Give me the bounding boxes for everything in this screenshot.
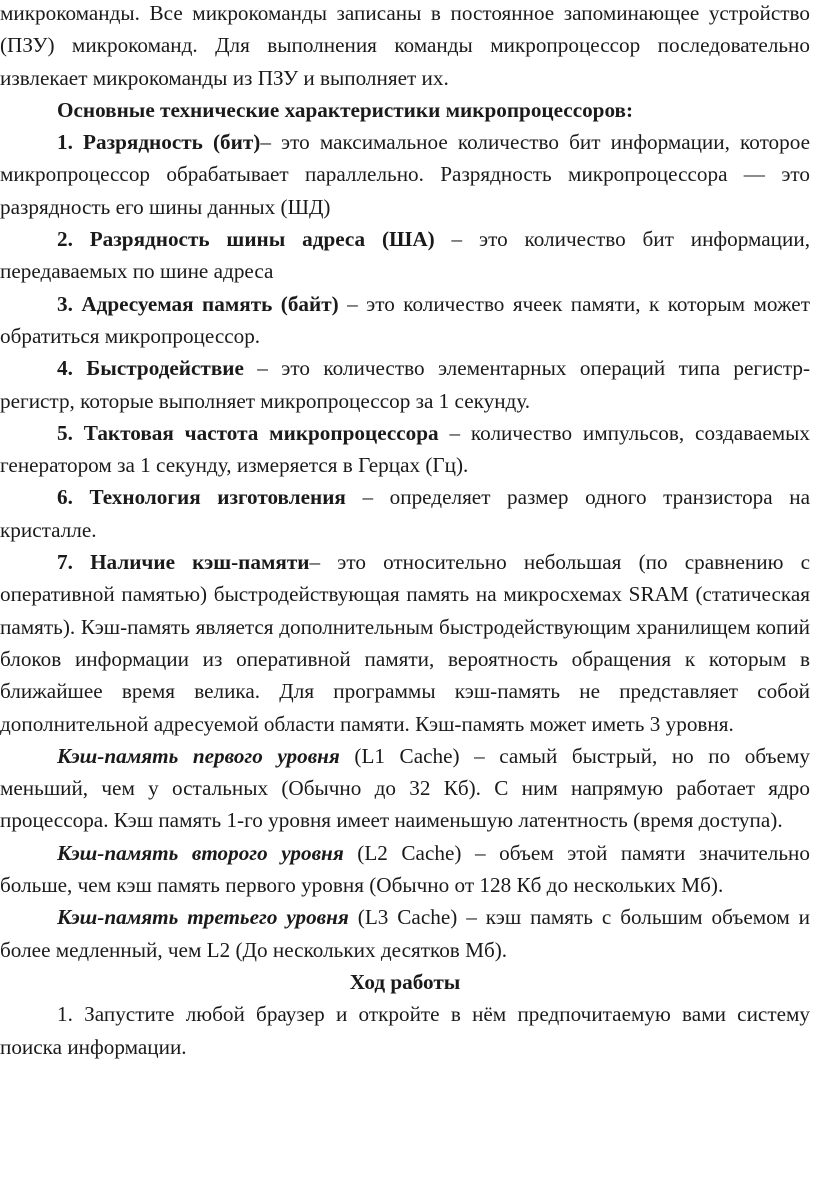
characteristic-term: 6. Технология изготовления (57, 485, 346, 510)
characteristic-term: 5. Тактовая частота микропроцессора (57, 420, 439, 445)
cache-level-term: Кэш-память второго уровня (57, 840, 344, 865)
section-heading (0, 94, 810, 126)
characteristic-description: – это максимальное количество бит информации, которое микропроцессор обрабатывает параллельно. Разрядность микропроцессора — это разрядность его шины данных (ШД) (0, 130, 811, 219)
characteristic-description: – количество импульсов, создаваемых генератором за 1 секунду, измеряется в Герцах (Гц). (0, 420, 810, 478)
characteristic-description: – это относительно небольшая (по сравнению с оперативной памятью) быстродействующая память на микросхемах SRAM (статическая память). Кэш-память является дополнительным быстродействующим хранилищем копий блоков информации из оперативной памяти, вероятность обращения к которым в ближайшее время велика. Для программы кэш-память не представляет собой дополнительной адресуемой области памяти. Кэш-память может иметь 3 уровня. (0, 550, 810, 736)
characteristic-term: 3. Адресуемая память (байт) (57, 291, 339, 316)
cache-level-paragraph (0, 740, 810, 837)
section-heading-text: Основные технические характеристики микропроцессоров: (57, 97, 634, 122)
characteristic-item (0, 223, 810, 288)
characteristic-item (0, 288, 810, 353)
work-step: 1. Запустите любой браузер и откройте в нём предпочитаемую вами систему поиска информации. (0, 1002, 810, 1059)
cache-level-term: Кэш-память третьего уровня (57, 905, 349, 930)
characteristic-item (0, 417, 810, 482)
characteristic-item (0, 546, 810, 740)
characteristic-term: 2. Разрядность шины адреса (ША) (57, 227, 435, 252)
characteristic-description: – определяет размер одного транзистора на кристалле. (0, 485, 810, 542)
cache-level-description: (L3 Cache) – кэш память с большим объемом и более медленный, чем L2 (До нескольких десятков Мб). (0, 905, 811, 962)
characteristic-item (0, 126, 810, 223)
cache-level-description: (L1 Cache) – самый быстрый, но по объему меньший, чем у остальных (Обычно до 32 Кб). С ним напрямую работает ядро процессора. Кэш память 1-го уровня имеет наименьшую латентность (время доступа). (0, 743, 810, 833)
cache-level-paragraph (0, 901, 810, 966)
cache-level-paragraph (0, 837, 810, 902)
cache-level-term: Кэш-память первого уровня (57, 743, 340, 768)
characteristic-term: 4. Быстродействие (57, 356, 244, 381)
cache-level-description: (L2 Cache) – объем этой памяти значительно больше, чем кэш память первого уровня (Обычно от 128 Кб до нескольких Мб). (0, 840, 810, 898)
characteristic-description: – это количество элементарных операций типа регистр-регистр, которые выполняет микропроцессор за 1 секунду. (0, 356, 810, 413)
characteristic-term: 7. Наличие кэш-памяти (57, 550, 310, 575)
work-heading (0, 966, 810, 998)
characteristic-item (0, 481, 810, 546)
characteristic-item (0, 352, 810, 417)
characteristic-description: – это количество бит информации, передаваемых по шине адреса (0, 227, 810, 284)
work-heading-text: Ход работы (349, 969, 461, 994)
intro-paragraph: микрокоманды. Все микрокоманды записаны в постоянное запоминающее устройство (ПЗУ) микрокоманд. Для выполнения команды микропроцессор последовательно извлекает микрокоманды из ПЗУ и выполняет их. (0, 1, 810, 90)
characteristic-description: – это количество ячеек памяти, к которым может обратиться микропроцессор. (0, 291, 810, 348)
characteristic-term: 1. Разрядность (бит) (57, 130, 261, 155)
